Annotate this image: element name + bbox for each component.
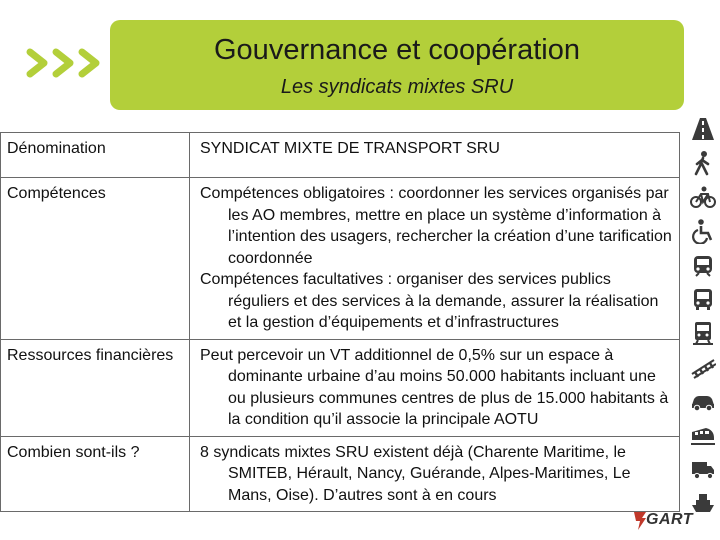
page-subtitle: Les syndicats mixtes SRU [280,76,514,98]
row-label: Ressources financières [1,339,190,436]
row-paragraph: Peut percevoir un VT additionnel de 0,5% sur un espace à dominante urbaine d’au moins 50.000 habitants incluant une ou plusieurs communes centres de plus de 15.000 habitants à la condition qu’il associe la principale AOTU [200,346,669,428]
row-paragraph: Compétences facultatives : organiser des services publics réguliers et des services à la demande, assurer la réalisation et la gestion d’équipements et d’infrastructures [200,271,659,331]
pedestrian-icon [690,150,716,176]
transport-icons-sidebar [686,112,720,540]
row-value [190,436,680,512]
table-row [1,178,680,340]
row-value [190,133,680,178]
road-icon [690,116,716,142]
gart-logo [632,508,694,534]
logo-text: GART [646,511,694,528]
table-row [1,133,680,178]
page-title: Gouvernance et coopération [214,34,580,66]
car-icon [690,388,716,414]
table-row [1,339,680,436]
truck-icon [690,456,716,482]
title-banner [110,20,684,110]
row-label: Combien sont-ils ? [1,436,190,512]
high-speed-train-icon [690,422,716,448]
chevrons-icon [22,40,108,86]
table-row [1,436,680,512]
row-label: Compétences [1,178,190,340]
row-paragraph: 8 syndicats mixtes SRU existent déjà (Charente Maritime, le SMITEB, Hérault, Nancy, Guérande, Alpes-Maritimes, Le Mans, Oise). D’autres sont à en cours [200,443,631,504]
row-paragraph: SYNDICAT MIXTE DE TRANSPORT SRU [200,140,500,157]
row-value [190,339,680,436]
ship-icon [690,490,716,516]
row-paragraph: Compétences obligatoires : coordonner les services organisés par les AO membres, mettre en place un système d’information à l’intention des usagers, rechercher la création d’une tarification coordonnée [200,185,672,267]
bus-icon [690,286,716,312]
wheelchair-icon [690,218,716,244]
bicycle-icon [690,184,716,210]
row-label: Dénomination [1,133,190,178]
rail-track-icon [690,354,716,380]
info-table [0,132,680,512]
row-value [190,178,680,340]
tram-icon [690,252,716,278]
train-icon [690,320,716,346]
